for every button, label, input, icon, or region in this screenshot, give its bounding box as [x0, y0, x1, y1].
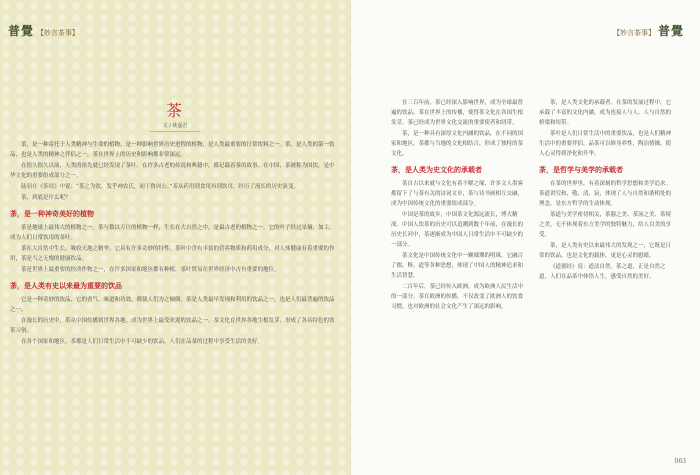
paragraph: 茶文化是中国传统文化中一颗璀璨的明珠，它融合了儒、释、道等各种思想，体现了中国人的精神追求和生活智慧。: [391, 253, 524, 279]
paragraph: 中国是茶的故乡，中国茶文化源远流长，博大精深。中国人饮茶的历史可以追溯到数千年前，在漫长的历史长河中，茶逐渐成为中国人日常生活中不可缺少的一部分。: [391, 212, 524, 248]
paragraph: 它是一种奇妙的饮品，它的香气、味道和功效，都使人们为之倾倒。茶是人类最早发现和利用的饮品之一，也是人们最普遍的饮品之一。: [10, 297, 335, 313]
paragraph: 茶，是一种寄托于人类精神与生命的植物。是一种影响世界历史进程的植物，是人类最重要的日常饮料之一。茶，是人类的第一饮品，也是人类的精神之伴侣之一，茶在世界上的历史和影响都非常深远。: [10, 142, 335, 158]
masthead-logo: 普覺: [657, 24, 684, 38]
article-title: 茶: [165, 101, 184, 120]
section-heading: 茶，是人类为史文化的承载者: [391, 165, 482, 174]
section-heading: 茶，是哲学与美学的承载者: [539, 165, 623, 174]
article-column-2: [539, 98, 674, 283]
masthead-left: [8, 22, 79, 39]
paragraph: 茶，是一种具有深厚文化内涵的饮品，在不同的国家和地区，茶都与当地的文化相结合，形成了独特的茶文化。: [391, 131, 524, 157]
paragraph: 茶自古以来就与文化有着不解之缘，许多文人墨客都留下了与茶有关的诗词文章，茶与诗书画相互交融，成为中国传统文化的重要组成部分。: [391, 181, 524, 207]
paragraph: 《道德经》说：道法自然。茶之道，正是自然之道，人们在品茶中体悟人生，感受自然的美好。: [539, 264, 666, 280]
paragraph: 茶在大自然中生长，吸收天地之精华，它具有许多奇妙的特性。茶叶中含有丰富的营养物质和药用成分，对人体健康有着重要的作用，茶是当之无愧的健康饮品。: [10, 246, 335, 262]
masthead-column: 【妙言茶事】: [613, 29, 656, 37]
article-column-1: [391, 98, 526, 313]
masthead-right: [613, 22, 684, 39]
section-heading: 茶，是人类有史以来最为重要的饮品: [10, 281, 122, 290]
paragraph: 茶，到底是什么呢？: [21, 195, 71, 201]
paragraph: 在茶的世界里，有着深刻的哲学思想和美学追求。茶道讲究和、敬、清、寂，体现了人与自然和谐相处的理念，是东方哲学的生动体现。: [539, 181, 672, 207]
paragraph: 在各个国家和地区，茶都是人们日常生活中不可缺少的饮品，人们在品茶的过程中享受生活的美好。: [21, 339, 264, 345]
paragraph: 茶，是人类有史以来最伟大的发现之一，它既是日常的饮品，也是文化的载体，更是心灵的慰藉。: [539, 243, 672, 259]
paragraph: 茶是地球上最伟大的植物之一。茶与数以万计的植物一样，生长在大自然之中，是最古老的植物之一。它的叶子经过采摘、加工，成为人们日常饮用的茶叶。: [10, 225, 335, 241]
paragraph: 茶道与美学密切相关，茶器之美、茶汤之美、茶境之美，无不体现着东方美学的独特魅力，给人以美的享受。: [539, 212, 672, 238]
paragraph: 茶是世界上最重要的经济作物之一，在许多国家和地区都有种植，茶叶贸易在世界经济中占有重要的地位。: [21, 267, 280, 273]
paragraph: 在三百年前，茶已经深入影响世界，成为全球最普遍的饮品。茶在世界上的传播，使得茶文化在各国生根发芽，茶已经成为世界文化交流的重要使者和纽带。: [391, 100, 524, 126]
paragraph: 茶叶是人们日常生活中的重要饮品，也是人们精神生活中的重要伴侣。品茶可以修身养性，陶冶情操，使人心灵得到净化和升华。: [539, 131, 672, 157]
title-divider: [150, 131, 200, 132]
section-heading: 茶，是一种神奇美好的植物: [10, 209, 94, 218]
paragraph: 茶，是人类文化的承载者。在茶的发展过程中，它承载了丰富的文化内涵，成为连接人与人、人与自然的桥梁和纽带。: [539, 100, 672, 126]
paragraph: 在很久很久以前，人类的祖先就已经发现了茶叶。在许多古老的传说和典籍中，都记载着茶的故事。在中国，茶被称为国饮，是中华文化的重要组成部分之一。: [10, 163, 335, 179]
paragraph: 在漫长的历史中，茶从中国传播到世界各地，成为世界上最受欢迎的饮品之一。茶文化在世界各地生根发芽，形成了各具特色的饮茶习俗。: [10, 318, 335, 334]
masthead-column: 【妙言茶事】: [36, 29, 79, 37]
article-body-left: [10, 140, 338, 348]
paragraph: 陆羽在《茶经》中说：“茶之为饮，发乎神农氏，闻于鲁周公。”茶从药用到食用再到饮用，经历了漫长的历史演变。: [21, 184, 299, 190]
page-number: 063: [674, 458, 686, 465]
masthead-logo: 普覺: [8, 24, 35, 38]
paragraph: 二百年后，茶已经传入欧洲，成为欧洲人民生活中的一部分。茶在欧洲的传播，不仅改变了欧洲人的饮食习惯，也对欧洲的社会文化产生了深远的影响。: [391, 284, 524, 310]
article-byline: 文 / 姚遂君: [162, 123, 188, 129]
right-page: [350, 0, 700, 475]
